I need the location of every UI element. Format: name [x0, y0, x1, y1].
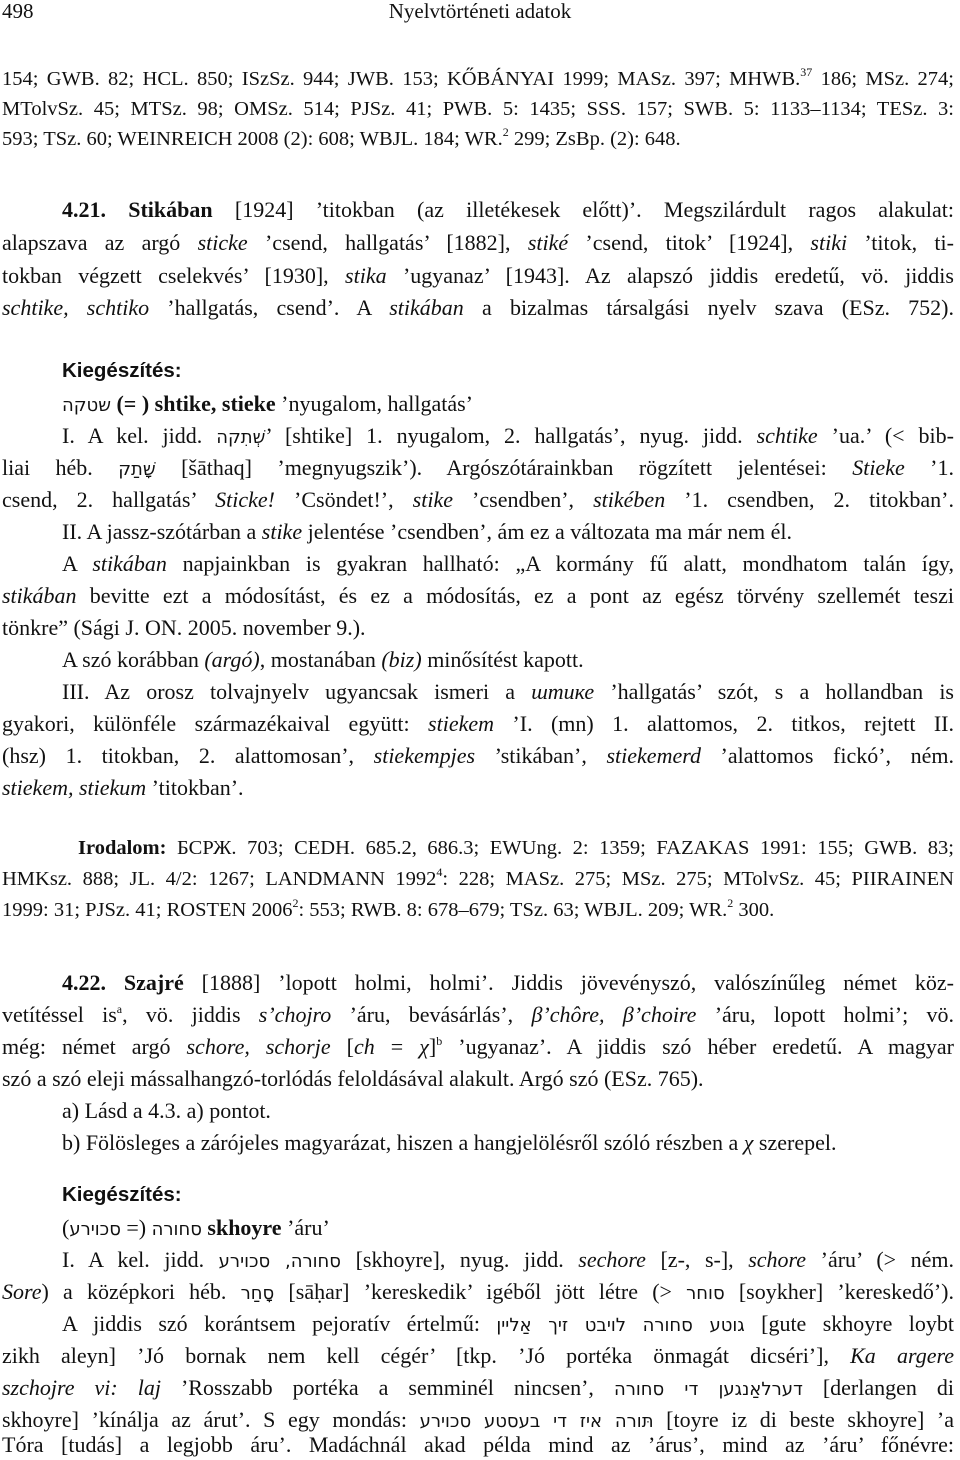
- text-line: stiekem, stiekum ’titokban’.: [2, 775, 244, 800]
- text-line: Sore) a középkori héb. סָחַר [sāḥar] ’kereskedik’ igéből jött létre (> סוחר [soykher] ’kereskedő’).: [2, 1279, 954, 1304]
- text-line: 154; GWB. 82; HCL. 850; ISzSz. 944; JWB. 153; KŐBÁNYAI 1999; MASz. 397; MHWB.$^{37}$ 186; MSz. 274;: [2, 65, 954, 90]
- text-line: a) Lásd a 4.3. a) pontot.: [62, 1098, 271, 1123]
- text-line: Irodalom: БСРЖ. 703; CEDH. 685.2, 686.3; EWUng. 2: 1359; FAZAKAS 1991: 155; GWB. 83;: [78, 837, 954, 859]
- text-line: III. Az orosz tolvajnyelv ugyancsak ismeri a штике ’hallgatás’ szót, s a hollandban is: [62, 679, 954, 704]
- text-line: 593; TSz. 60; WEINREICH 2008 (2): 608; WBJL. 184; WR.$^2$ 299; ZsBp. (2): 648.: [2, 125, 681, 150]
- text-line: liai héb. שָׁתַק [šāthaq] ’megnyugszik’). Argószótárainkban rögzített jelentései: Stieke ’1.: [2, 455, 955, 480]
- section-heading: Kiegészítés:: [62, 359, 182, 382]
- text-line: סחורה (= סכוירע) skhoyre ’áru’: [62, 1215, 330, 1240]
- text-line: szó a szó eleji mássalhangzó-torlódás feloldásával alakult. Argó szó (ESz. 765).: [2, 1066, 704, 1091]
- text-line: 1999: 31; PJSz. 41; ROSTEN 2006$^2$: 553; RWB. 8: 678–679; TSz. 63; WBJL. 209; WR.$^2$ 300.: [2, 896, 775, 921]
- text-line: csend, 2. hallgatás’ Sticke! ’Csöndet!’, stike ’csendben’, stikében ’1. csendben, 2. titokban’.: [2, 487, 954, 512]
- text-line: A stikában napjainkban is gyakran hallható: „A kormány fű alatt, mondhatom talán így,: [62, 551, 954, 576]
- section-heading: Kiegészítés:: [62, 1183, 182, 1206]
- text-line: Tóra [tudás] a legjobb áru’. Madáchnál akad példa mind az ’árus’, mind az ’áru’ főnévre:: [2, 1432, 954, 1457]
- text-line: A jiddis szó korántsem pejoratív értelmű: גוטע סחורה לויבט זיך אַליין [gute skhoyre loybt: [62, 1311, 954, 1336]
- page-number: 498: [2, 0, 34, 23]
- text-line: alapszava az argó sticke ’csend, hallgatás’ [1882], stiké ’csend, titok’ [1924], stiki ’titok, ti-: [2, 230, 954, 255]
- text-line: schtike, schtiko ’hallgatás, csend’. A stikában a bizalmas társalgási nyelv szava (ESz. 752).: [2, 295, 954, 320]
- text-line: MTolvSz. 45; MTSz. 98; OMSz. 514; PJSz. 41; PWB. 5: 1435; SSS. 157; SWB. 5: 1133–1134; TESz. 3:: [2, 98, 954, 120]
- text-line: skhoyre] ’kínálja az árut’. S egy mondás: תּורה איז די בעסטע סכוירע [toyre iz di beste skhoyre] ’a: [2, 1407, 954, 1432]
- text-line: vetítéssel $is^a$, vö. jiddis s’chojro ’áru, bevásárlás’, β’chôre, β’choire ’áru, lopott holmi’; vö.: [2, 1002, 954, 1027]
- text-line: II. A jassz-szótárban a stike jelentése ’csendben’, ám ez a változata ma már nem él.: [62, 519, 792, 544]
- text-line: (hsz) 1. titokban, 2. alattomosan’, stiekempjes ’stikában’, stiekemerd ’alattomos fickó’, ném.: [2, 743, 954, 768]
- text-line: שטקה (= ) shtike, stieke ’nyugalom, hallgatás’: [62, 391, 474, 416]
- running-header: Nyelvtörténeti adatok: [388, 0, 572, 23]
- text-line: A szó korábban (argó), mostanában (biz) minősítést kapott.: [62, 647, 584, 672]
- text-line: még: német argó schore, schorje [ch = χ]$^b$ ’ugyanaz’. A jiddis szó héber eredetű. A magyar: [2, 1034, 955, 1059]
- text-line: HMKsz. 888; JL. 4/2: 1267; LANDMANN 1992$^4$: 228; MASz. 275; MSz. 275; MTolvSz. 45; PIIRAINEN: [2, 865, 954, 890]
- text-line: 4.21. Stikában [1924] ’titokban (az illetékesek előtt)’. Megszilárdult ragos alakulat:: [62, 197, 954, 222]
- text-line: 4.22. Szajré [1888] ’lopott holmi, holmi’. Jiddis jövevényszó, valószínűleg német köz-: [62, 970, 955, 995]
- text-line: tokban végzett cselekvés’ [1930], stika ’ugyanaz’ [1943]. Az alapszó jiddis eredetű, vö. jiddis: [2, 263, 954, 288]
- text-line: stikában bevitte ezt a módosítást, és ez a módosítás, ez a pont az egész törvény szellemét teszi: [2, 583, 954, 608]
- text-line: gyakori, különféle származékaival együtt: stiekem ’I. (mn) 1. alattomos, 2. titkos, rejtett II.: [2, 711, 954, 736]
- text-line: I. A kel. jidd. שְׁתִקה’ [shtike] 1. nyugalom, 2. hallgatás’, nyug. jidd. schtike ’ua.’ (< bib-: [62, 423, 954, 448]
- text-line: tönkre” (Sági J. ON. 2005. november 9.).: [2, 615, 366, 640]
- text-line: zikh aleyn] ’Jó bornak nem kell cégér’ [tkp. ’Jó portéka önmagát dicséri’], Ka argere: [2, 1343, 954, 1368]
- text-line: szchojre vi: laj ’Rosszabb portéka a semminél nincsen’, דערלאַנגען די סחורה [derlangen di: [2, 1375, 955, 1400]
- text-line: b) Fölösleges a zárójeles magyarázat, hiszen a hangjelölésről szóló részben a χ szerepel.: [62, 1130, 837, 1155]
- text-line: I. A kel. jidd. סחורה, סכוירע [skhoyre], nyug. jidd. sechore [z-, s-], schore ’áru’ (> ném.: [62, 1247, 954, 1272]
